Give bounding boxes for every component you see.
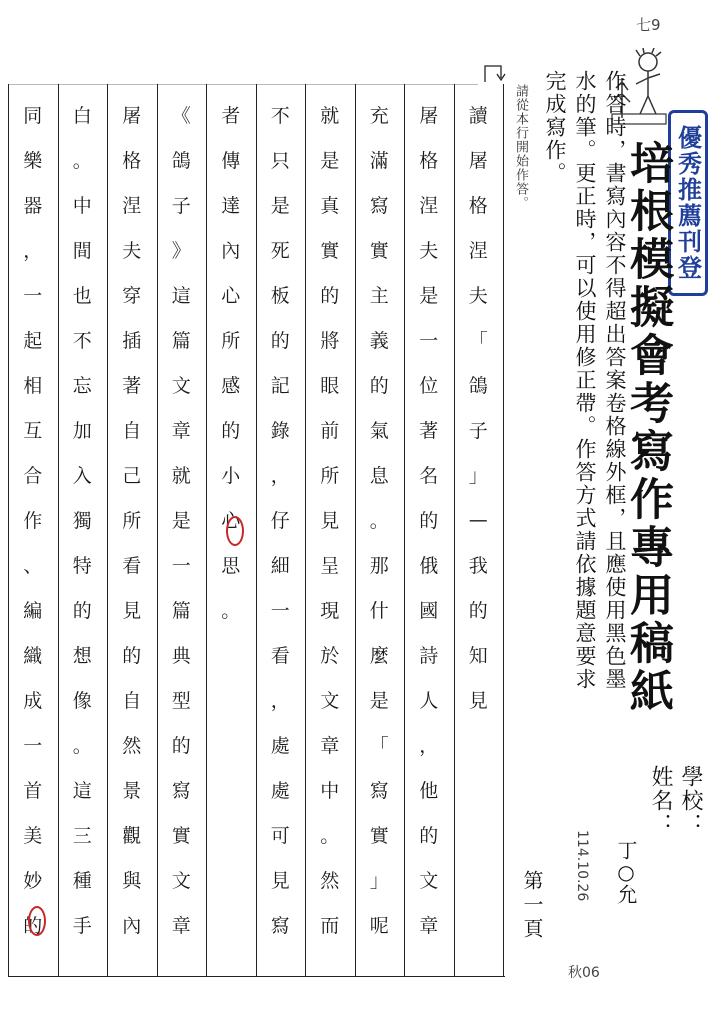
grid-cell: 心 <box>221 510 241 532</box>
grid-cell: 。 <box>320 825 340 847</box>
grid-cell: 子 <box>468 420 488 442</box>
correction-mark <box>28 906 46 936</box>
grid-cell: 種 <box>72 870 92 892</box>
grid-cell: 然 <box>320 870 340 892</box>
grid-cell: 見 <box>122 600 142 622</box>
grid-cell: 他 <box>419 780 439 802</box>
top-mark: 七9 <box>636 16 661 34</box>
grid-cell: 是 <box>171 510 191 532</box>
grid-cell: 章 <box>419 915 439 937</box>
grid-cell: 篇 <box>171 330 191 352</box>
grid-cell: 義 <box>369 330 389 352</box>
grid-cell: 現 <box>320 600 340 622</box>
grid-cell: 心 <box>221 285 241 307</box>
grid-cell: 首 <box>23 780 43 802</box>
grid-cell: 的 <box>468 600 488 622</box>
grid-cell: 涅 <box>468 240 488 262</box>
instructions-text: 作答時，書寫內容不得超出答案卷格線外框，且應使用黑色墨水的筆。更正時，可以使用修正帶。作答方式請依據題意要求完成寫作。 <box>543 70 627 691</box>
grid-cell: 名 <box>419 465 439 487</box>
date-note: 114.10.26 <box>574 830 590 902</box>
grid-cell: 國 <box>419 600 439 622</box>
grid-cell: 呈 <box>320 555 340 577</box>
grid-column-line <box>256 84 257 976</box>
grid-cell: 看 <box>122 555 142 577</box>
grid-cell: 白 <box>72 105 92 127</box>
grid-cell: 的 <box>369 375 389 397</box>
grid-cell: 編 <box>23 600 43 622</box>
grid-cell: 處 <box>270 735 290 757</box>
grid-cell: ， <box>23 240 43 262</box>
grid-cell: ， <box>270 690 290 712</box>
grid-cell: 格 <box>122 150 142 172</box>
grid-cell: 。 <box>369 510 389 532</box>
grid-column-line <box>58 84 59 976</box>
grid-cell: 氣 <box>369 420 389 442</box>
grid-cell: 器 <box>23 195 43 217</box>
answer-column <box>458 92 498 722</box>
grid-cell: 不 <box>72 330 92 352</box>
grid-column-line <box>305 84 306 976</box>
grid-cell: 見 <box>270 870 290 892</box>
grid-cell: ， <box>419 735 439 757</box>
grid-cell: 板 <box>270 285 290 307</box>
grid-cell: 實 <box>369 240 389 262</box>
grid-cell: 屠 <box>468 150 488 172</box>
grid-cell: 子 <box>171 195 191 217</box>
grid-cell: 、 <box>23 555 43 577</box>
grid-cell: 那 <box>369 555 389 577</box>
grid-cell: 傳 <box>221 150 241 172</box>
grid-cell: 讀 <box>468 105 488 127</box>
grid-cell: 所 <box>221 330 241 352</box>
grid-cell: 一 <box>23 285 43 307</box>
grid-cell: 實 <box>320 240 340 262</box>
page-title: 培根模擬會考寫作專用稿紙 <box>622 140 673 716</box>
grid-cell: 觀 <box>122 825 142 847</box>
grid-cell: 涅 <box>122 195 142 217</box>
grid-cell: 「 <box>468 330 488 352</box>
class-code: 秋06 <box>568 965 600 981</box>
grid-cell: 的 <box>270 330 290 352</box>
grid-column-line <box>157 84 158 976</box>
grid-cell: 一 <box>171 555 191 577</box>
grid-cell: 加 <box>72 420 92 442</box>
grid-cell: 典 <box>171 645 191 667</box>
grid-cell: 不 <box>270 105 290 127</box>
grid-cell: 是 <box>369 690 389 712</box>
recommended-stamp: 優秀推薦刊登 <box>668 110 708 296</box>
grid-bottom-line <box>8 976 505 977</box>
grid-cell: 一 <box>270 600 290 622</box>
grid-cell: 見 <box>468 690 488 712</box>
grid-cell: 人 <box>419 690 439 712</box>
grid-cell: 同 <box>23 105 43 127</box>
correction-mark <box>226 516 244 546</box>
grid-cell: 的 <box>221 420 241 442</box>
grid-cell: 夫 <box>468 285 488 307</box>
grid-cell: 呢 <box>369 915 389 937</box>
start-note: 請從本行開始作答。 <box>513 84 528 210</box>
grid-cell: 是 <box>320 150 340 172</box>
grid-cell: 」 <box>468 465 488 487</box>
grid-cell: 滿 <box>369 150 389 172</box>
grid-cell: 充 <box>369 105 389 127</box>
grid-cell: 自 <box>122 690 142 712</box>
answer-column <box>13 92 53 947</box>
grid-cell: 樂 <box>23 150 43 172</box>
grid-cell: 與 <box>122 870 142 892</box>
grid-cell: 就 <box>320 105 340 127</box>
grid-cell: 景 <box>122 780 142 802</box>
school-label: 學校： <box>678 765 703 837</box>
grid-cell: 實 <box>171 825 191 847</box>
grid-cell: 己 <box>122 465 142 487</box>
grid-cell: 的 <box>419 825 439 847</box>
grid-cell: 著 <box>419 420 439 442</box>
grid-cell: 夫 <box>419 240 439 262</box>
grid-cell: 格 <box>468 195 488 217</box>
grid-cell: 只 <box>270 150 290 172</box>
grid-cell: 者 <box>221 105 241 127</box>
grid-cell: 合 <box>23 465 43 487</box>
answer-column <box>161 92 201 947</box>
grid-cell: 章 <box>320 735 340 757</box>
answer-column <box>211 92 251 632</box>
grid-cell: 真 <box>320 195 340 217</box>
grid-cell: 成 <box>23 690 43 712</box>
answer-column <box>112 92 152 947</box>
grid-cell: 寫 <box>171 780 191 802</box>
grid-cell: 獨 <box>72 510 92 532</box>
grid-cell: 眼 <box>320 375 340 397</box>
grid-cell: 文 <box>171 375 191 397</box>
answer-column <box>359 92 399 947</box>
grid-cell: 自 <box>122 420 142 442</box>
grid-cell: 一 <box>419 330 439 352</box>
answer-column <box>62 92 102 947</box>
grid-cell: 也 <box>72 285 92 307</box>
name-label: 姓名： <box>648 765 673 837</box>
grid-cell: 就 <box>171 465 191 487</box>
grid-cell: 小 <box>221 465 241 487</box>
grid-cell: 將 <box>320 330 340 352</box>
grid-column-line <box>503 84 504 976</box>
grid-cell: 然 <box>122 735 142 757</box>
grid-cell: 》 <box>171 240 191 262</box>
grid-cell: 位 <box>419 375 439 397</box>
grid-cell: 織 <box>23 645 43 667</box>
answer-column <box>310 92 350 947</box>
grid-column-line <box>355 84 356 976</box>
grid-cell: 文 <box>320 690 340 712</box>
grid-cell: 我 <box>468 555 488 577</box>
grid-cell: 的 <box>23 915 43 937</box>
grid-cell: 。 <box>72 735 92 757</box>
grid-cell: 屠 <box>122 105 142 127</box>
grid-column-line <box>454 84 455 976</box>
grid-cell: 鴿 <box>171 150 191 172</box>
grid-cell: 章 <box>171 915 191 937</box>
grid-cell: 像 <box>72 690 92 712</box>
grid-column-line <box>8 84 9 976</box>
grid-cell: 麼 <box>369 645 389 667</box>
grid-cell: 思 <box>221 555 241 577</box>
grid-column-line <box>404 84 405 976</box>
grid-cell: 的 <box>122 645 142 667</box>
grid-cell: 屠 <box>419 105 439 127</box>
grid-cell: 間 <box>72 240 92 262</box>
grid-cell: 處 <box>270 780 290 802</box>
grid-cell: 是 <box>270 195 290 217</box>
grid-cell: 中 <box>320 780 340 802</box>
grid-cell: 所 <box>320 465 340 487</box>
grid-cell: 鴿 <box>468 375 488 397</box>
grid-cell: 著 <box>122 375 142 397</box>
grid-cell: 插 <box>122 330 142 352</box>
grid-cell: 《 <box>171 105 191 127</box>
grid-cell: 的 <box>72 600 92 622</box>
answer-column <box>409 92 449 947</box>
grid-cell: 內 <box>122 915 142 937</box>
grid-cell: 什 <box>369 600 389 622</box>
grid-cell: 想 <box>72 645 92 667</box>
grid-cell: 感 <box>221 375 241 397</box>
grid-cell: 涅 <box>419 195 439 217</box>
grid-cell: 入 <box>72 465 92 487</box>
grid-cell: 相 <box>23 375 43 397</box>
grid-cell: 穿 <box>122 285 142 307</box>
grid-cell: 死 <box>270 240 290 262</box>
grid-cell: 互 <box>23 420 43 442</box>
grid-cell: 特 <box>72 555 92 577</box>
grid-cell: 內 <box>221 240 241 262</box>
page-label: 第一頁 <box>520 870 544 942</box>
grid-cell: 仔 <box>270 510 290 532</box>
grid-cell: 詩 <box>419 645 439 667</box>
grid-cell: 的 <box>419 510 439 532</box>
grid-cell: 前 <box>320 420 340 442</box>
grid-cell: 的 <box>320 285 340 307</box>
grid-cell: 作 <box>23 510 43 532</box>
student-name: 丁○允 <box>614 840 638 904</box>
grid-cell: 的 <box>171 735 191 757</box>
grid-cell: 。 <box>72 150 92 172</box>
grid-cell: 篇 <box>171 600 191 622</box>
grid-cell: ， <box>270 465 290 487</box>
grid-cell: 記 <box>270 375 290 397</box>
grid-cell: 細 <box>270 555 290 577</box>
grid-cell: 起 <box>23 330 43 352</box>
grid-cell: 中 <box>72 195 92 217</box>
grid-cell: 所 <box>122 510 142 532</box>
grid-cell: 於 <box>320 645 340 667</box>
grid-cell: 息 <box>369 465 389 487</box>
grid-cell: 寫 <box>369 195 389 217</box>
answer-column <box>260 92 300 947</box>
grid-cell: 知 <box>468 645 488 667</box>
grid-cell: 錄 <box>270 420 290 442</box>
grid-cell: 寫 <box>369 780 389 802</box>
grid-cell: 文 <box>419 870 439 892</box>
grid-cell: 文 <box>171 870 191 892</box>
grid-cell: 這 <box>171 285 191 307</box>
grid-cell: 寫 <box>270 915 290 937</box>
grid-cell: 達 <box>221 195 241 217</box>
grid-cell: 手 <box>72 915 92 937</box>
grid-cell: 而 <box>320 915 340 937</box>
grid-cell: 主 <box>369 285 389 307</box>
grid-column-line <box>107 84 108 976</box>
start-arrow-icon <box>481 62 507 84</box>
grid-cell: 章 <box>171 420 191 442</box>
grid-cell: 型 <box>171 690 191 712</box>
grid-cell: — <box>468 508 488 531</box>
grid-cell: 見 <box>320 510 340 532</box>
grid-cell: 可 <box>270 825 290 847</box>
grid-cell: 三 <box>72 825 92 847</box>
grid-cell: 看 <box>270 645 290 667</box>
grid-cell: 俄 <box>419 555 439 577</box>
grid-cell: 妙 <box>23 870 43 892</box>
grid-cell: 」 <box>369 870 389 892</box>
grid-cell: 忘 <box>72 375 92 397</box>
grid-cell: 。 <box>221 600 241 622</box>
grid-column-line <box>206 84 207 976</box>
grid-cell: 格 <box>419 150 439 172</box>
grid-cell: 是 <box>419 285 439 307</box>
grid-cell: 這 <box>72 780 92 802</box>
grid-cell: 夫 <box>122 240 142 262</box>
grid-cell: 一 <box>23 735 43 757</box>
grid-cell: 美 <box>23 825 43 847</box>
grid-cell: 實 <box>369 825 389 847</box>
grid-cell: 「 <box>369 735 389 757</box>
